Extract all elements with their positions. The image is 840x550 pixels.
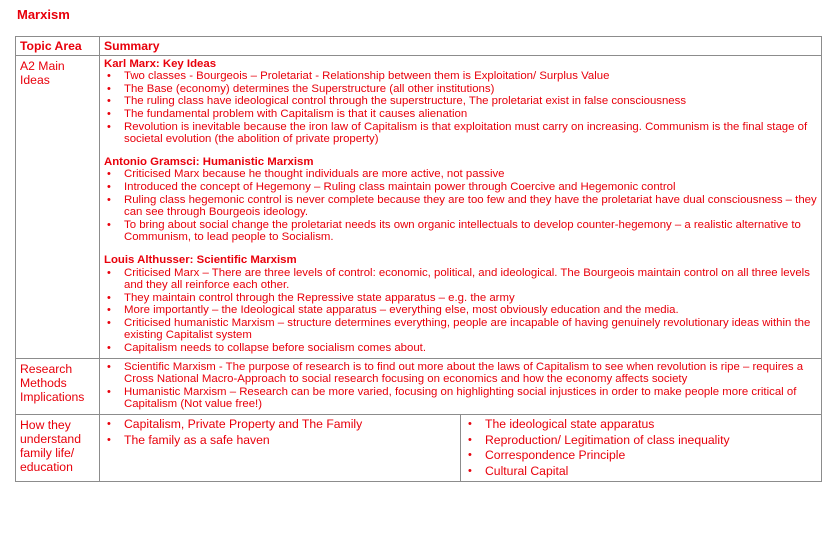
list-item: • The ideological state apparatus	[465, 417, 817, 433]
list-item: • The Base (economy) determines the Superstructure (all other institutions)	[104, 83, 817, 96]
research-row	[16, 358, 822, 414]
list-item: • The ruling class have ideological control through the superstructure, The proletariat exist in false consciousness	[104, 95, 817, 108]
list-item: • Reproduction/ Legitimation of class inequality	[465, 433, 817, 449]
research-bullet-list	[104, 361, 817, 411]
list-item: • Capitalism needs to collapse before socialism comes about.	[104, 342, 817, 355]
family-left-summary	[100, 415, 461, 482]
list-item: • They maintain control through the Repressive state apparatus – e.g. the army	[104, 292, 817, 305]
main-ideas-topic: A2 Main Ideas	[16, 55, 100, 358]
list-item: • Revolution is inevitable because the iron law of Capitalism is that exploitation must carry on increasing. Communism is the final stage of societal evolution (the abolition of private property)	[104, 121, 817, 146]
althusser-section	[104, 254, 817, 355]
list-item: • Capitalism, Private Property and The Family	[104, 417, 456, 433]
list-item: • The fundamental problem with Capitalism is that it causes alienation	[104, 108, 817, 121]
marx-section	[104, 58, 817, 146]
marx-bullet-list	[104, 70, 817, 146]
research-summary	[100, 358, 822, 414]
section-heading: Karl Marx: Key Ideas	[104, 57, 217, 70]
list-item: • Scientific Marxism - The purpose of research is to find out more about the laws of Capitalism to see when revolution is ripe – requires a Cross National Macro-Approach to social research focusing on economics and how the economy affects society	[104, 361, 817, 386]
section-heading: Louis Althusser: Scientific Marxism	[104, 253, 297, 266]
list-item: • Ruling class hegemonic control is never complete because they are too few and they have the proletariat have dual consciousness – they can see through Bourgeois ideology.	[104, 194, 817, 219]
topic-area-header: Topic Area	[16, 37, 100, 56]
family-right-bullet-list	[465, 417, 817, 479]
list-item: • Criticised Marx – There are three levels of control: economic, political, and ideological. The Bourgeois maintain control on all three levels and they all reinforce each other.	[104, 267, 817, 292]
family-right-summary	[461, 415, 822, 482]
family-left-bullet-list	[104, 417, 456, 448]
family-topic: How they understand family life/ education	[16, 415, 100, 482]
table-header-row	[16, 37, 822, 56]
list-item: • Cultural Capital	[465, 464, 817, 480]
list-item: • Two classes - Bourgeois – Proletariat - Relationship between them is Exploitation/ Surplus Value	[104, 70, 817, 83]
list-item: • To bring about social change the proletariat needs its own organic intellectuals to develop counter-hegemony – a realistic alternative to Communism, to lead people to Socialism.	[104, 219, 817, 244]
gramsci-section	[104, 156, 817, 244]
gramsci-bullet-list	[104, 168, 817, 244]
family-row	[16, 415, 822, 482]
summary-table	[15, 36, 822, 482]
list-item: • The family as a safe haven	[104, 433, 456, 449]
list-item: • More importantly – the Ideological state apparatus – everything else, most obviously education and the media.	[104, 304, 817, 317]
list-item: • Correspondence Principle	[465, 448, 817, 464]
list-item: • Criticised humanistic Marxism – structure determines everything, people are incapable of having genuinely revolutionary ideas within the existing Capitalist system	[104, 317, 817, 342]
section-heading: Antonio Gramsci: Humanistic Marxism	[104, 155, 314, 168]
main-ideas-row	[16, 55, 822, 358]
list-item: • Introduced the concept of Hegemony – Ruling class maintain power through Coercive and Hegemonic control	[104, 181, 817, 194]
list-item: • Humanistic Marxism – Research can be more varied, focusing on highlighting social injustices in order to make people more critical of Capitalism (Not value free!)	[104, 386, 817, 411]
main-ideas-summary	[100, 55, 822, 358]
list-item: • Criticised Marx because he thought individuals are more active, not passive	[104, 168, 817, 181]
document-title: Marxism	[17, 7, 70, 22]
althusser-bullet-list	[104, 267, 817, 355]
research-topic: Research Methods Implications	[16, 358, 100, 414]
summary-header: Summary	[100, 37, 822, 56]
